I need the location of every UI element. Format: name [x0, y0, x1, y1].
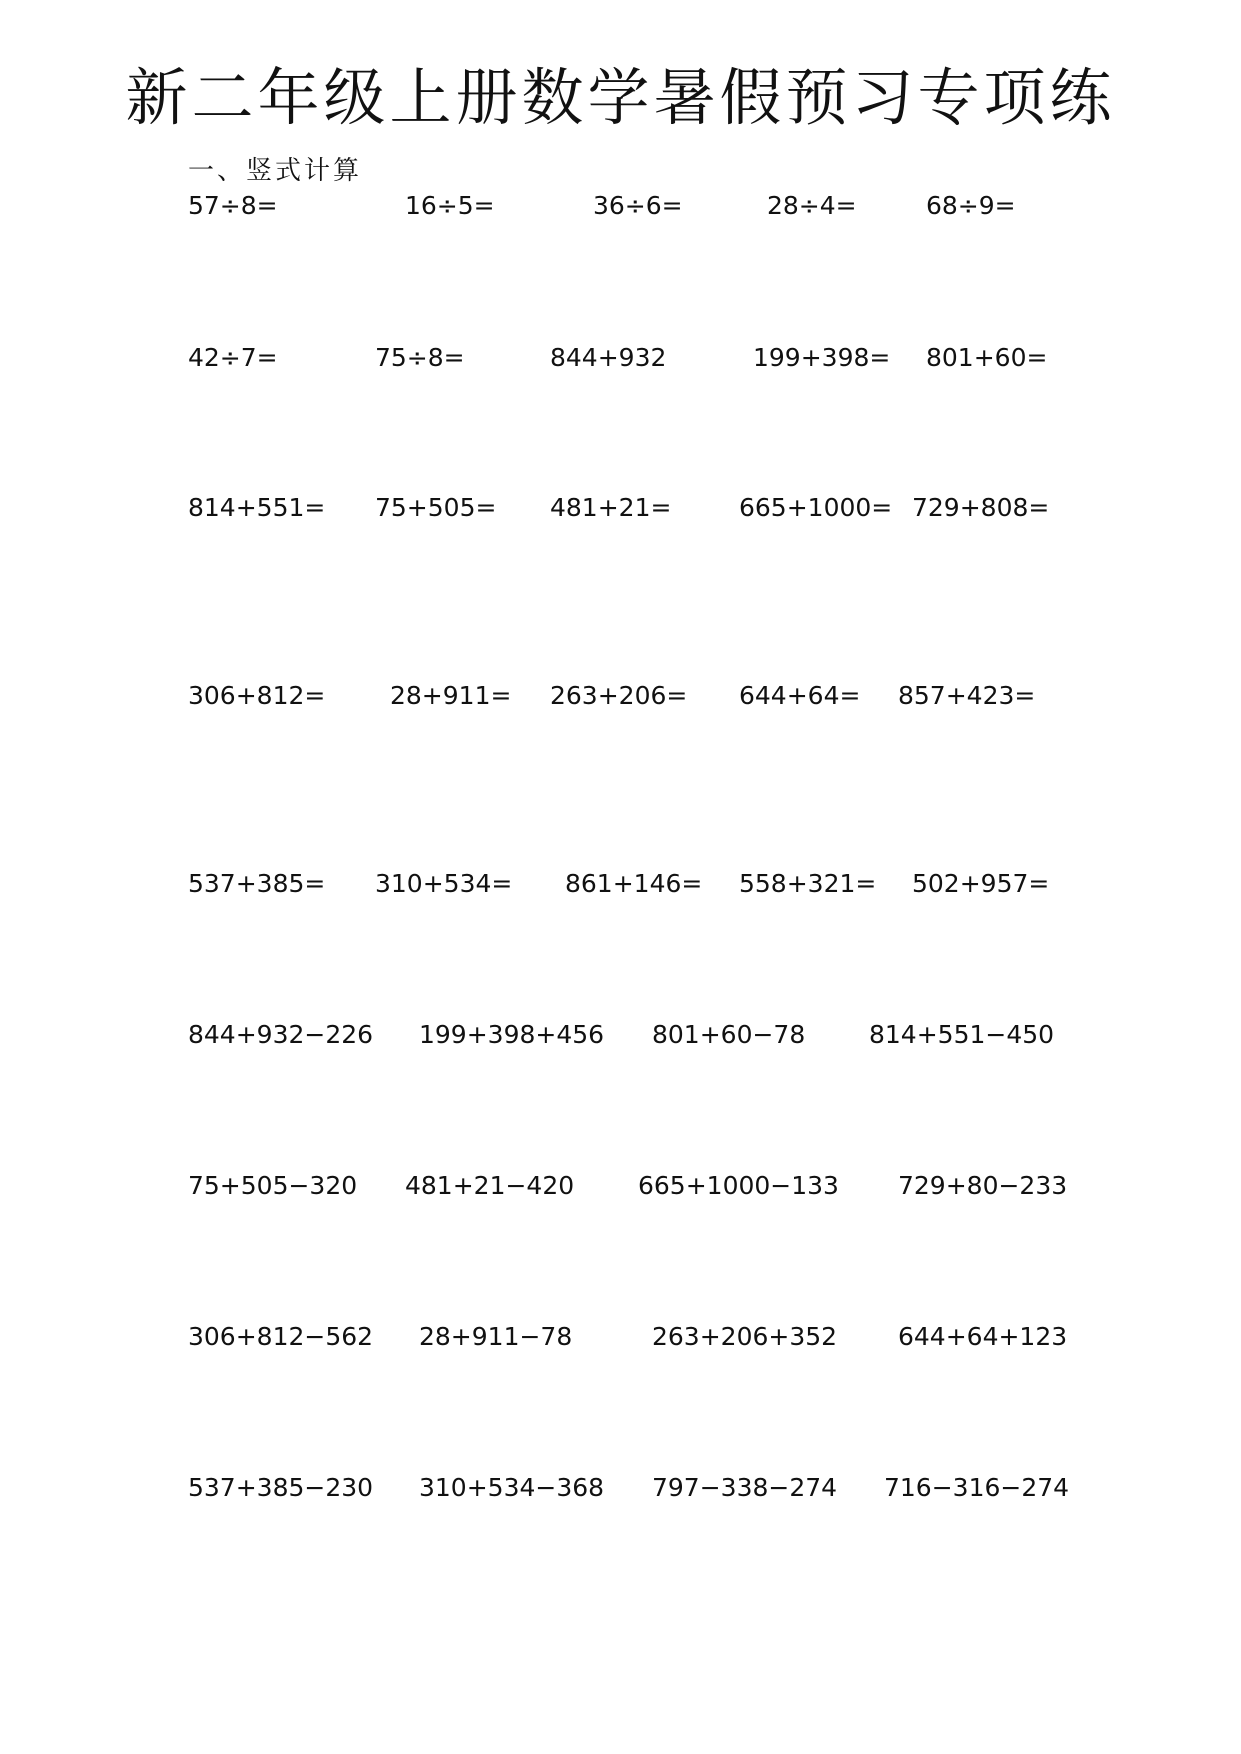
problem-row	[0, 1168, 1241, 1204]
calc-problem: 665+1000−133	[638, 1171, 839, 1200]
calc-problem: 481+21=	[550, 493, 672, 522]
problem-row	[0, 1470, 1241, 1506]
calc-problem: 665+1000=	[739, 493, 893, 522]
calc-problem: 857+423=	[898, 681, 1036, 710]
calc-problem: 263+206+352	[652, 1322, 838, 1351]
problem-row	[0, 340, 1241, 376]
calc-problem: 28÷4=	[767, 191, 857, 220]
calc-problem: 801+60−78	[652, 1020, 806, 1049]
calc-problem: 42÷7=	[188, 343, 278, 372]
calc-problem: 558+321=	[739, 869, 877, 898]
calc-problem: 310+534=	[375, 869, 513, 898]
calc-problem: 502+957=	[912, 869, 1050, 898]
calc-problem: 797−338−274	[652, 1473, 838, 1502]
calc-problem: 75÷8=	[375, 343, 465, 372]
calc-problem: 644+64+123	[898, 1322, 1068, 1351]
calc-problem: 844+932−226	[188, 1020, 374, 1049]
calc-problem: 75+505−320	[188, 1171, 358, 1200]
worksheet-title: 新二年级上册数学暑假预习专项练	[125, 61, 1116, 134]
calc-problem: 306+812−562	[188, 1322, 374, 1351]
calc-problem: 16÷5=	[405, 191, 495, 220]
calc-problem: 199+398+456	[419, 1020, 605, 1049]
problem-row	[0, 866, 1241, 902]
calc-problem: 801+60=	[926, 343, 1048, 372]
problem-row	[0, 490, 1241, 526]
problem-row	[0, 678, 1241, 714]
calc-problem: 729+80−233	[898, 1171, 1068, 1200]
section-heading: 一、竖式计算	[188, 156, 363, 186]
calc-problem: 68÷9=	[926, 191, 1016, 220]
calc-problem: 814+551=	[188, 493, 326, 522]
calc-problem: 36÷6=	[593, 191, 683, 220]
problem-row	[0, 1319, 1241, 1355]
calc-problem: 75+505=	[375, 493, 497, 522]
calc-problem: 57÷8=	[188, 191, 278, 220]
calc-problem: 644+64=	[739, 681, 861, 710]
calc-problem: 716−316−274	[884, 1473, 1070, 1502]
calc-problem: 199+398=	[753, 343, 891, 372]
calc-problem: 861+146=	[565, 869, 703, 898]
calc-problem: 729+808=	[912, 493, 1050, 522]
calc-problem: 28+911−78	[419, 1322, 573, 1351]
calc-problem: 814+551−450	[869, 1020, 1055, 1049]
calc-problem: 844+932	[550, 343, 667, 372]
calc-problem: 306+812=	[188, 681, 326, 710]
problem-row	[0, 1017, 1241, 1053]
calc-problem: 28+911=	[390, 681, 512, 710]
problem-row	[0, 188, 1241, 224]
calc-problem: 537+385=	[188, 869, 326, 898]
calc-problem: 310+534−368	[419, 1473, 605, 1502]
calc-problem: 481+21−420	[405, 1171, 575, 1200]
calc-problem: 537+385−230	[188, 1473, 374, 1502]
calc-problem: 263+206=	[550, 681, 688, 710]
